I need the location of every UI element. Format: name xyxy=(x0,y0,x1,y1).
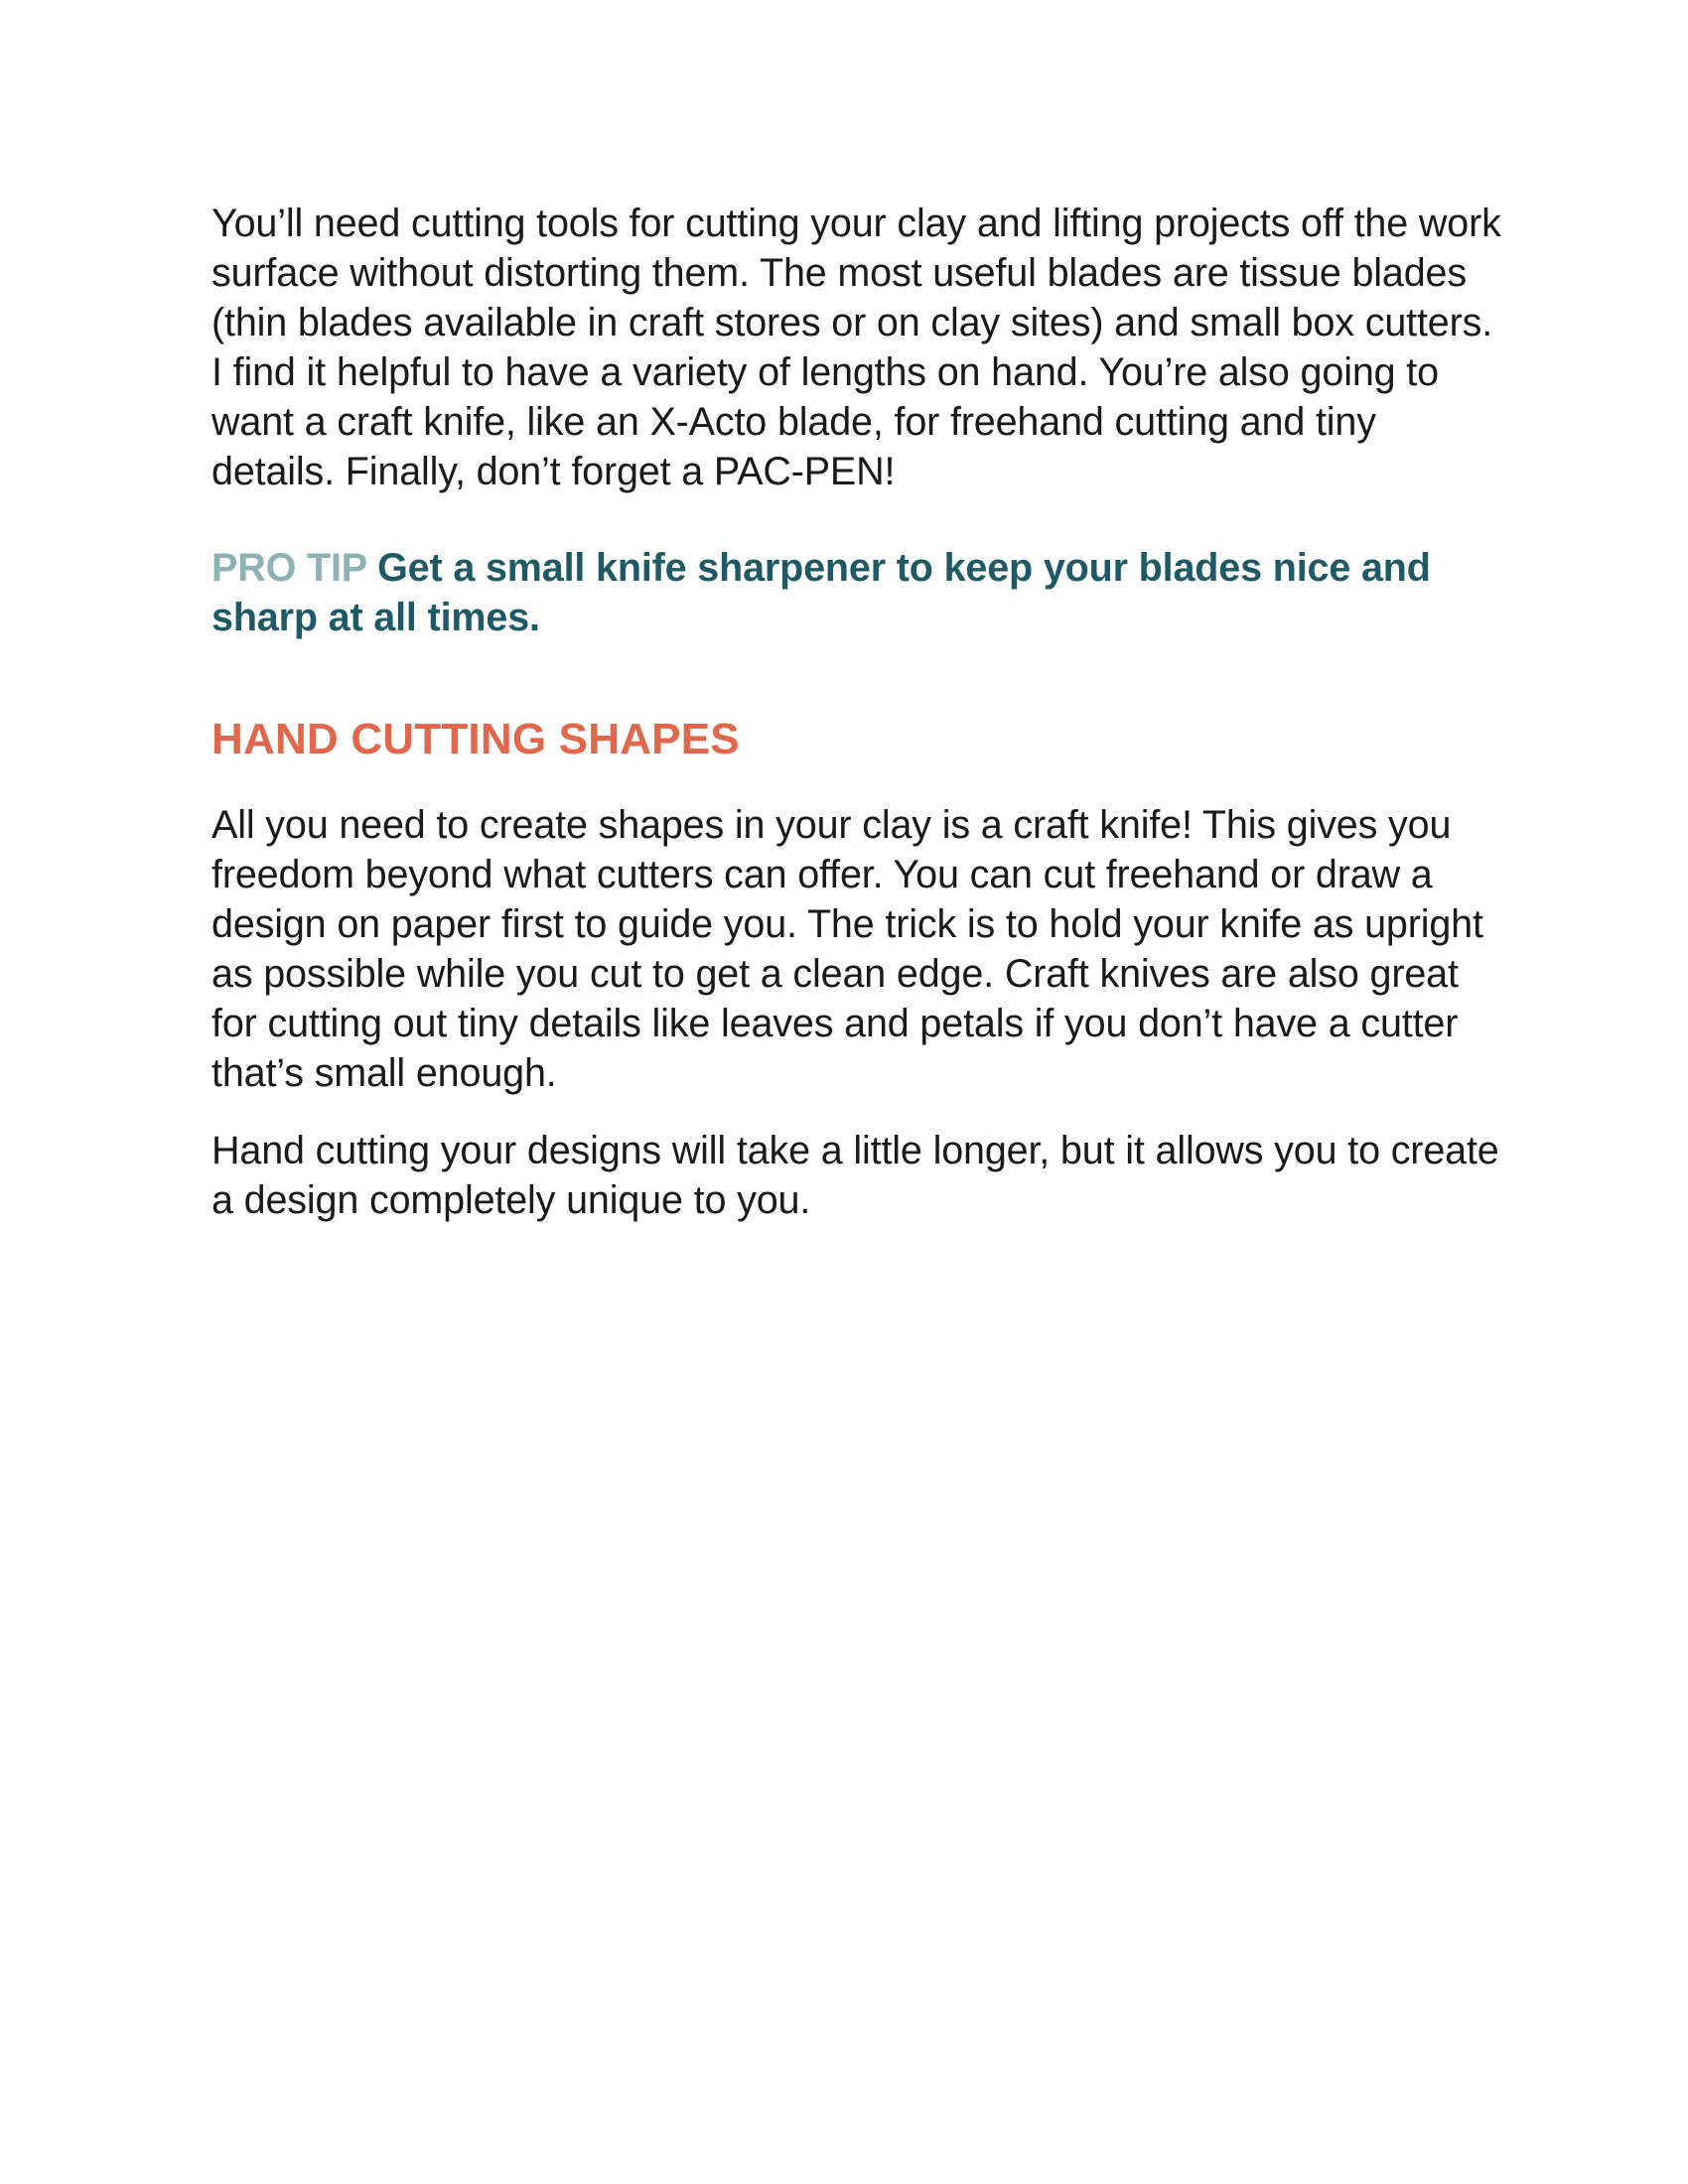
section-paragraph: All you need to create shapes in your clay is a craft knife! This gives you freedom beyond what cutters can offer. You can cut freehand or draw a design on paper first to guide you. The trick is to hold your knife as upright as possible while you cut to get a clean edge. Craft knives are also great for cutting out tiny details like leaves and petals if you don’t have a cutter that’s small enough. xyxy=(211,803,1483,1095)
section-heading: HAND CUTTING SHAPES xyxy=(211,715,740,763)
pro-tip xyxy=(211,543,1502,642)
section-paragraph: Hand cutting your designs will take a little longer, but it allows you to create a design completely unique to you. xyxy=(211,1129,1499,1222)
document-page xyxy=(211,199,1502,1225)
pro-tip-text: Get a small knife sharpener to keep your blades nice and sharp at all times. xyxy=(211,546,1431,639)
intro-paragraph: You’ll need cutting tools for cutting your clay and lifting projects off the work surface without distorting them. The most useful blades are tissue blades (thin blades available in craft stores or on clay sites) and small box cutters. I find it helpful to have a variety of lengths on hand. You’re also going to want a craft knife, like an X-Acto blade, for freehand cutting and tiny details. Finally, don’t forget a PAC-PEN! xyxy=(211,202,1501,493)
pro-tip-label: PRO TIP xyxy=(211,546,378,590)
